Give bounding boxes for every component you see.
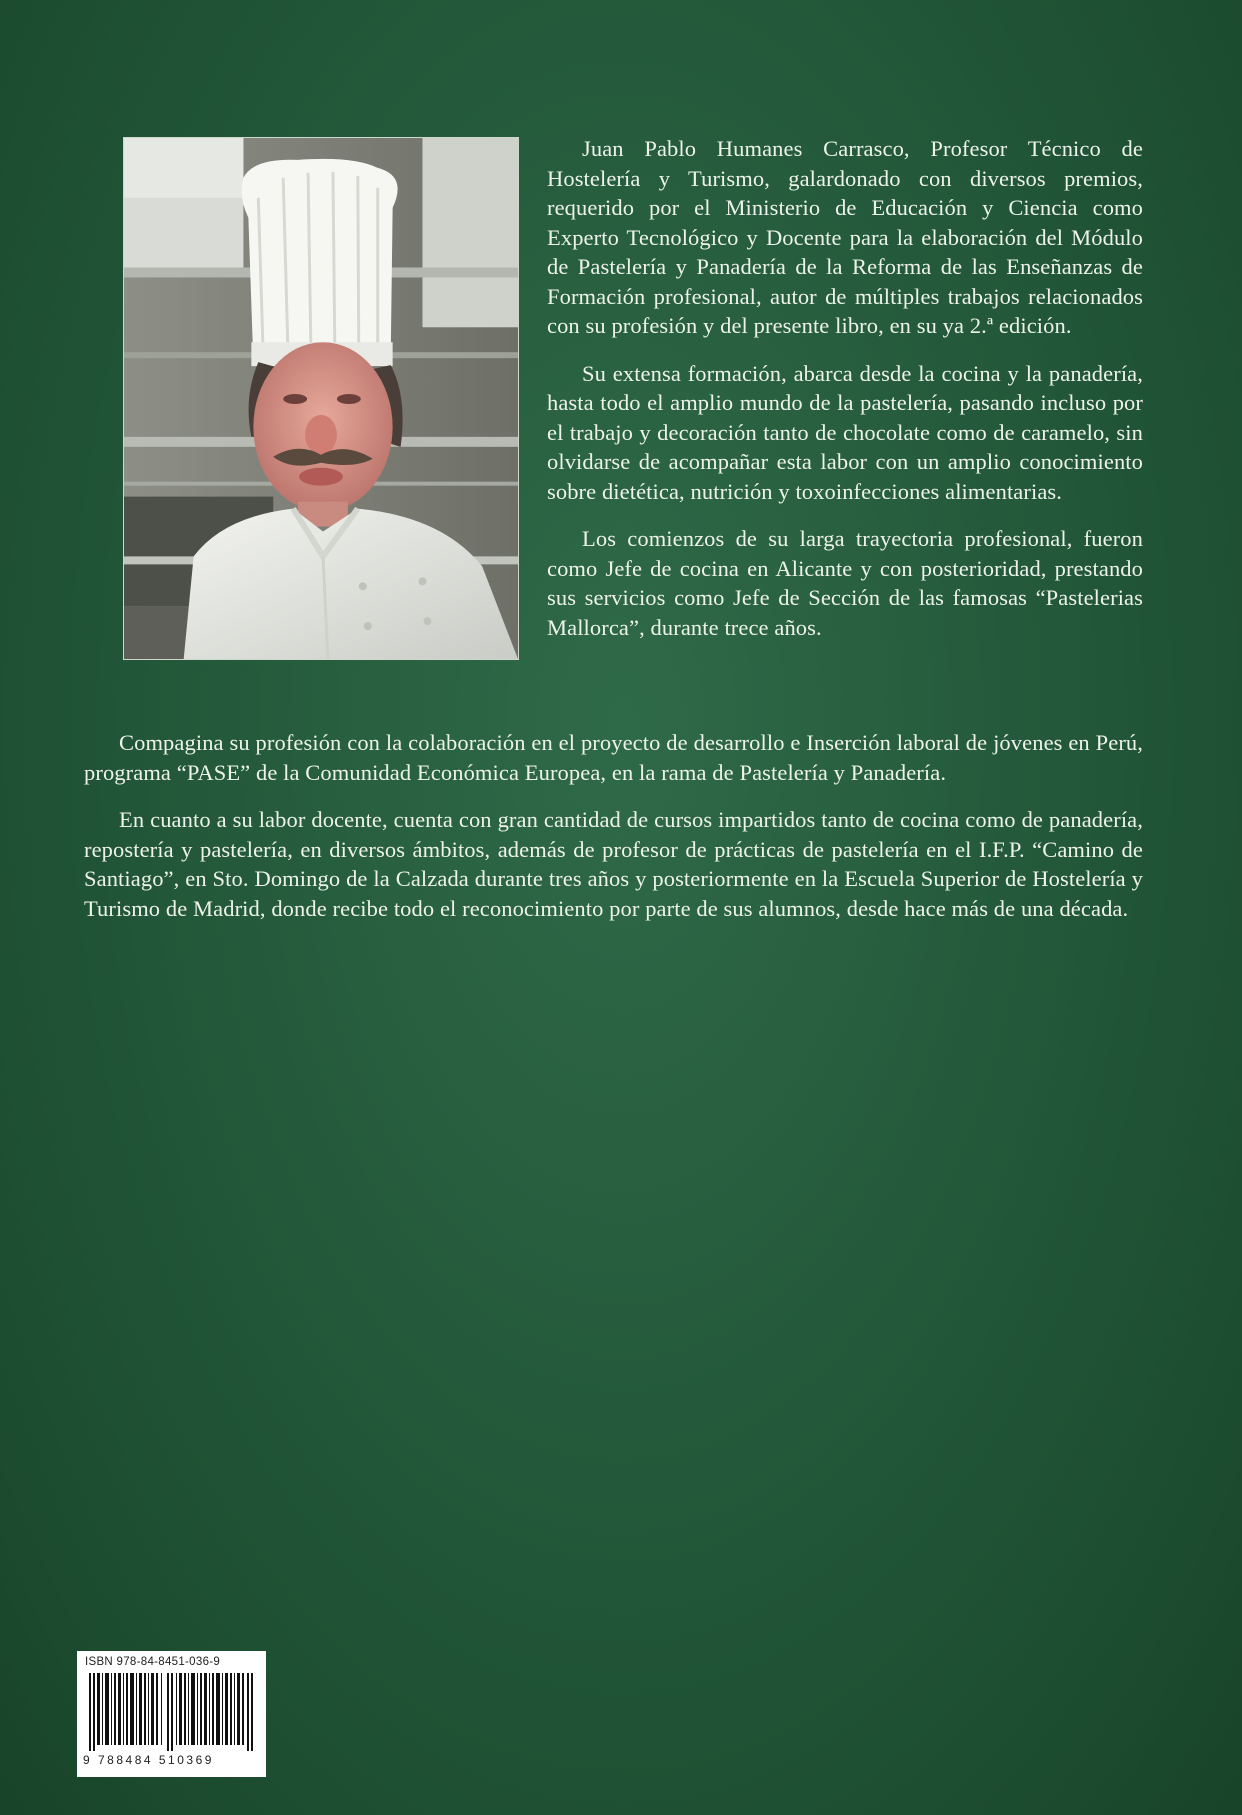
chef-portrait-image <box>124 138 518 659</box>
barcode-bars-icon <box>83 1673 260 1751</box>
author-bio-full-width <box>84 728 1143 941</box>
bio-paragraph-1: Juan Pablo Humanes Carrasco, Profesor Técnico de Hostelería y Turismo, galardonado con diversos premios, requerido por el Ministerio de Educación y Ciencia como Experto Tecnológico y Docente para la elaboración del Módulo de Pastelería y Panadería de la Reforma de las Enseñanzas de Formación profesional, autor de múltiples trabajos relacionados con su profesión y del presente libro, en su ya 2.ª edición. <box>547 136 1143 338</box>
isbn-number: ISBN 978-84-8451-036-9 <box>85 1656 221 1668</box>
bio-paragraph-3: Los comienzos de su larga trayectoria profesional, fueron como Jefe de cocina en Alicante y con posterioridad, prestando sus servicios como Jefe de Sección de las famosas “Pastelerias Mallorca”, durante trece años. <box>547 526 1143 640</box>
author-photo <box>123 137 519 660</box>
bio-paragraph-4: Compagina su profesión con la colaboración en el proyecto de desarrollo e Inserción laboral de jóvenes en Perú, programa “PASE” de la Comunidad Económica Europea, en la rama de Pastelería y Panadería. <box>84 730 1143 785</box>
bio-paragraph-5: En cuanto a su labor docente, cuenta con gran cantidad de cursos impartidos tanto de cocina como de panadería, repostería y pastelería, en diversos ámbitos, además de profesor de prácticas de pastelería en el I.F.P. “Camino de Santiago”, en Sto. Domingo de la Calzada durante tres años y posteriormente en la Escuela Superior de Hostelería y Turismo de Madrid, donde recibe todo el reconocimiento por parte de sus alumnos, desde hace más de una década. <box>84 807 1143 921</box>
author-bio-column <box>547 134 1143 660</box>
bio-paragraph-2: Su extensa formación, abarca desde la cocina y la panadería, hasta todo el amplio mundo de la pastelería, pasando incluso por el trabajo y decoración tanto de chocolate como de caramelo, sin olvidarse de acompañar esta labor con un amplio conocimiento sobre dietética, nutrición y toxoinfecciones alimentarias. <box>547 360 1143 504</box>
isbn-barcode <box>77 1651 266 1777</box>
ean-digits: 9 788484 510369 <box>83 1753 214 1767</box>
